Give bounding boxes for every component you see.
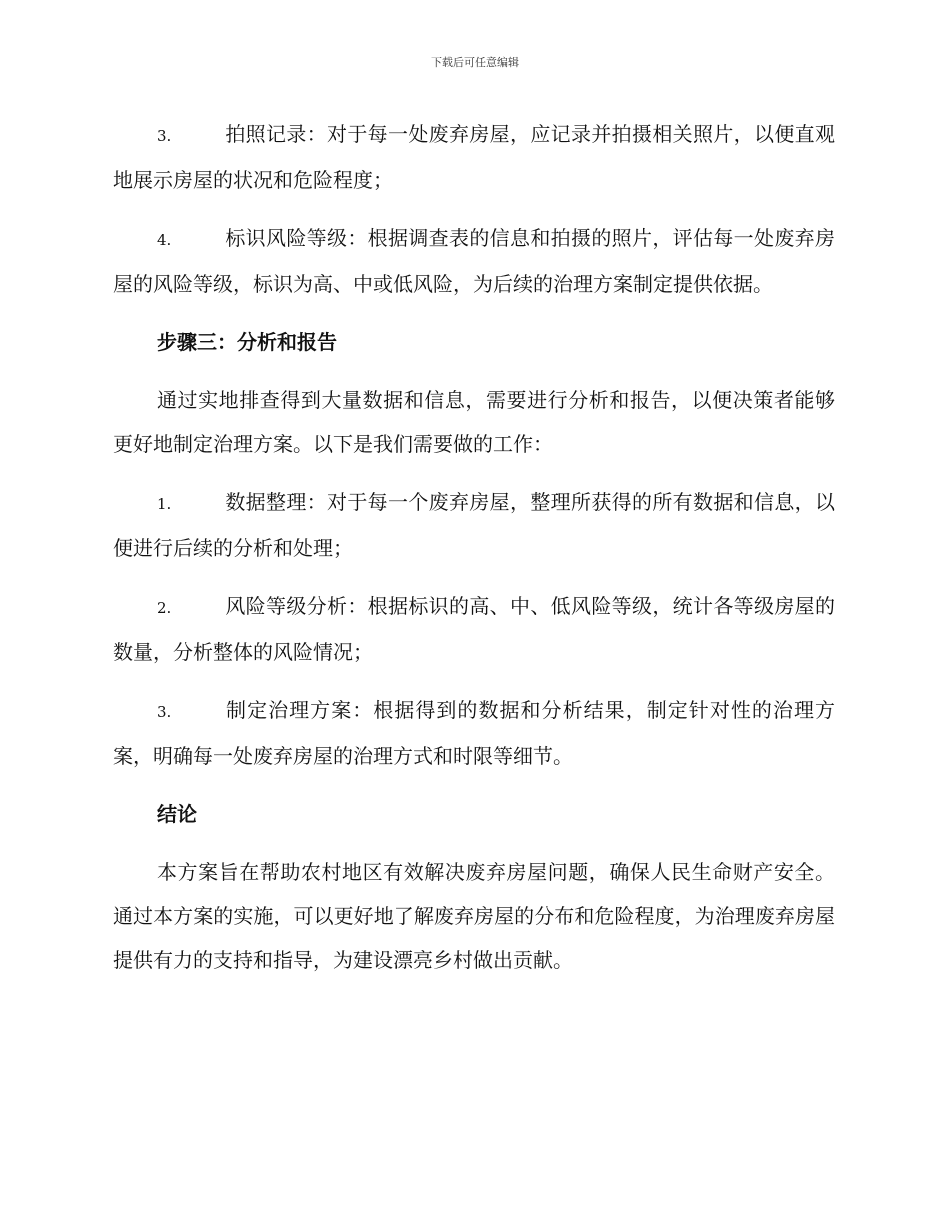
list-item-number: 4. [157,231,172,249]
section-heading-step-three: 步骤三：分析和报告 [157,330,337,354]
list-item-text: 制定治理方案：根据得到的数据和分析结果，制定针对性的治理方案，明确每一处废弃房屋的治理方式和时限等细节。 [113,698,835,768]
document-body [113,112,835,996]
paragraph-conclusion: 本方案旨在帮助农村地区有效解决废弃房屋问题，确保人民生命财产安全。通过本方案的实施，可以更好地了解废弃房屋的分布和危险程度，为治理废弃房屋提供有力的支持和指导，为建设漂亮乡村做出贡献。 [113,860,835,972]
list-item-text: 标识风险等级：根据调查表的信息和拍摄的照片，评估每一处废弃房屋的风险等级，标识为高、中或低风险，为后续的治理方案制定提供依据。 [113,226,835,296]
list-item-text: 拍照记录：对于每一处废弃房屋，应记录并拍摄相关照片，以便直观地展示房屋的状况和危险程度； [113,122,835,192]
list-item-risk-analysis [113,584,835,674]
list-item-number: 1. [157,495,172,513]
section-heading-conclusion: 结论 [157,802,197,826]
paragraph-step-three-intro: 通过实地排查得到大量数据和信息，需要进行分析和报告，以便决策者能够更好地制定治理方案。以下是我们需要做的工作： [113,388,835,456]
list-item-number: 2. [157,599,172,617]
list-item-text: 风险等级分析：根据标识的高、中、低风险等级，统计各等级房屋的数量，分析整体的风险情况； [113,594,835,664]
list-item-number: 3. [157,703,172,721]
list-item-text: 数据整理：对于每一个废弃房屋，整理所获得的所有数据和信息，以便进行后续的分析和处理； [113,490,835,560]
list-item-photo-record [113,112,835,202]
list-item-governance-plan [113,688,835,778]
list-item-data-organize [113,480,835,570]
list-item-risk-level [113,216,835,306]
page-header: 下载后可任意编辑 [431,56,519,69]
list-item-number: 3. [157,127,172,145]
